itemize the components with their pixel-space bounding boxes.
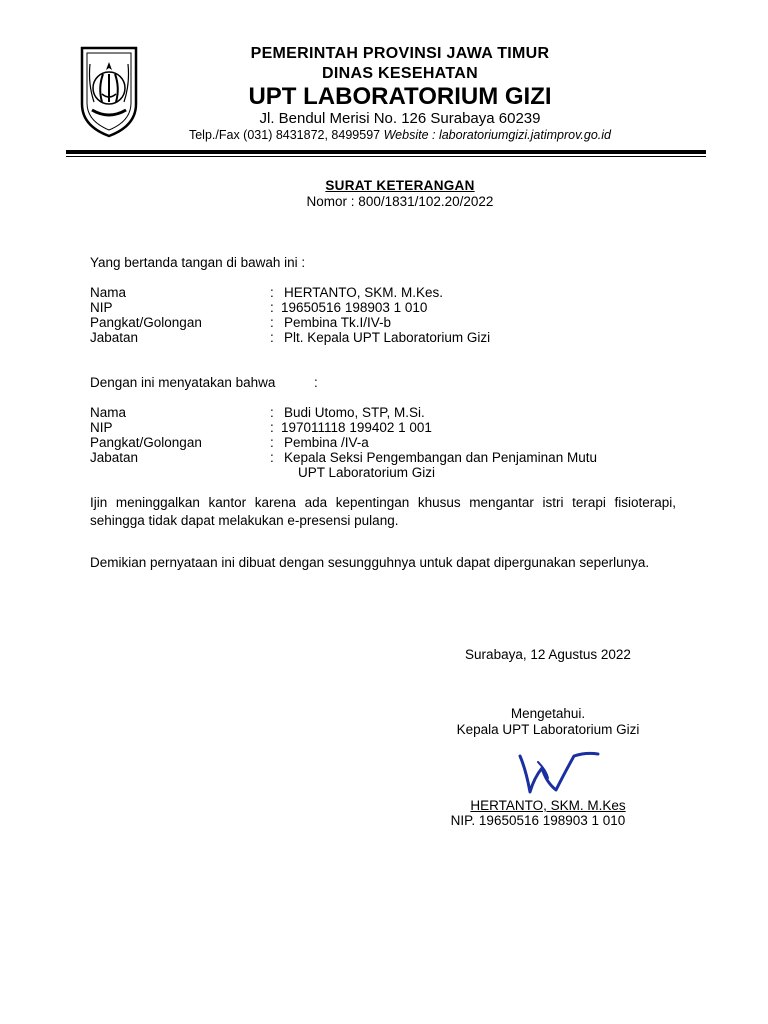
signer-title: Kepala UPT Laboratorium Gizi <box>456 722 640 737</box>
header-rule-thick <box>66 150 706 154</box>
signer-position-label: Jabatan <box>90 330 139 345</box>
contact-phone: Telp./Fax (031) 8431872, 8499597 <box>188 128 381 142</box>
institution-address: Jl. Bendul Merisi No. 126 Surabaya 60239 <box>259 110 541 127</box>
department-name: DINAS KESEHATAN <box>322 65 478 82</box>
subject-position-label: Jabatan <box>90 450 139 465</box>
handwritten-signature <box>512 748 602 798</box>
subject-nip-value: 197011118 199402 1 001 <box>281 420 432 435</box>
subject-rank-value: Pembina /IV-a <box>284 435 369 450</box>
colon: : <box>270 315 274 330</box>
signer-name-underlined: HERTANTO, SKM. M.Kes <box>470 798 626 813</box>
colon: : <box>270 300 274 315</box>
header-rule-thin <box>66 156 706 157</box>
intro-text: Yang bertanda tangan di bawah ini : <box>90 255 306 270</box>
institution-name: UPT LABORATORIUM GIZI <box>248 83 552 110</box>
signer-position-value: Plt. Kepala UPT Laboratorium Gizi <box>284 330 491 345</box>
subject-position-value: Kepala Seksi Pengembangan dan Penjaminan Mutu <box>284 450 597 465</box>
subject-name-label: Nama <box>90 405 127 420</box>
signer-nip-label: NIP <box>90 300 113 315</box>
colon: : <box>270 435 274 450</box>
colon: : <box>270 285 274 300</box>
subject-rank-label: Pangkat/Golongan <box>90 435 202 450</box>
website-link[interactable]: Website : laboratoriumgizi.jatimprov.go.id <box>383 128 612 142</box>
signer-rank-label: Pangkat/Golongan <box>90 315 202 330</box>
letter-title: SURAT KETERANGAN <box>325 178 475 193</box>
subject-name-value: Budi Utomo, STP, M.Si. <box>284 405 425 420</box>
statement-colon: : <box>314 375 318 390</box>
signer-nip-value: 19650516 198903 1 010 <box>281 300 428 315</box>
subject-position-value-line-2: UPT Laboratorium Gizi <box>298 465 436 480</box>
government-name: PEMERINTAH PROVINSI JAWA TIMUR <box>250 45 550 62</box>
acknowledged-label: Mengetahui. <box>510 706 586 721</box>
contact-line <box>120 128 680 142</box>
statement-intro: Dengan ini menyatakan bahwa <box>90 375 276 390</box>
signer-nip: NIP. 19650516 198903 1 010 <box>450 813 626 828</box>
colon: : <box>270 420 274 435</box>
place-date: Surabaya, 12 Agustus 2022 <box>465 647 631 662</box>
signer-name-label: Nama <box>90 285 127 300</box>
paragraph-reason: Ijin meninggalkan kantor karena ada kepentingan khusus mengantar istri terapi fisioterapi, sehingga tidak dapat melakukan e-presensi pulang. <box>90 495 676 528</box>
colon: : <box>270 405 274 420</box>
paragraph-closing: Demikian pernyataan ini dibuat dengan sesungguhnya untuk dapat dipergunakan seperlunya. <box>90 555 650 570</box>
colon: : <box>270 330 274 345</box>
signer-name-value: HERTANTO, SKM. M.Kes. <box>284 285 444 300</box>
signer-rank-value: Pembina Tk.I/IV-b <box>284 315 392 330</box>
subject-nip-label: NIP <box>90 420 113 435</box>
colon: : <box>270 450 274 465</box>
letter-number: Nomor : 800/1831/102.20/2022 <box>306 194 494 209</box>
